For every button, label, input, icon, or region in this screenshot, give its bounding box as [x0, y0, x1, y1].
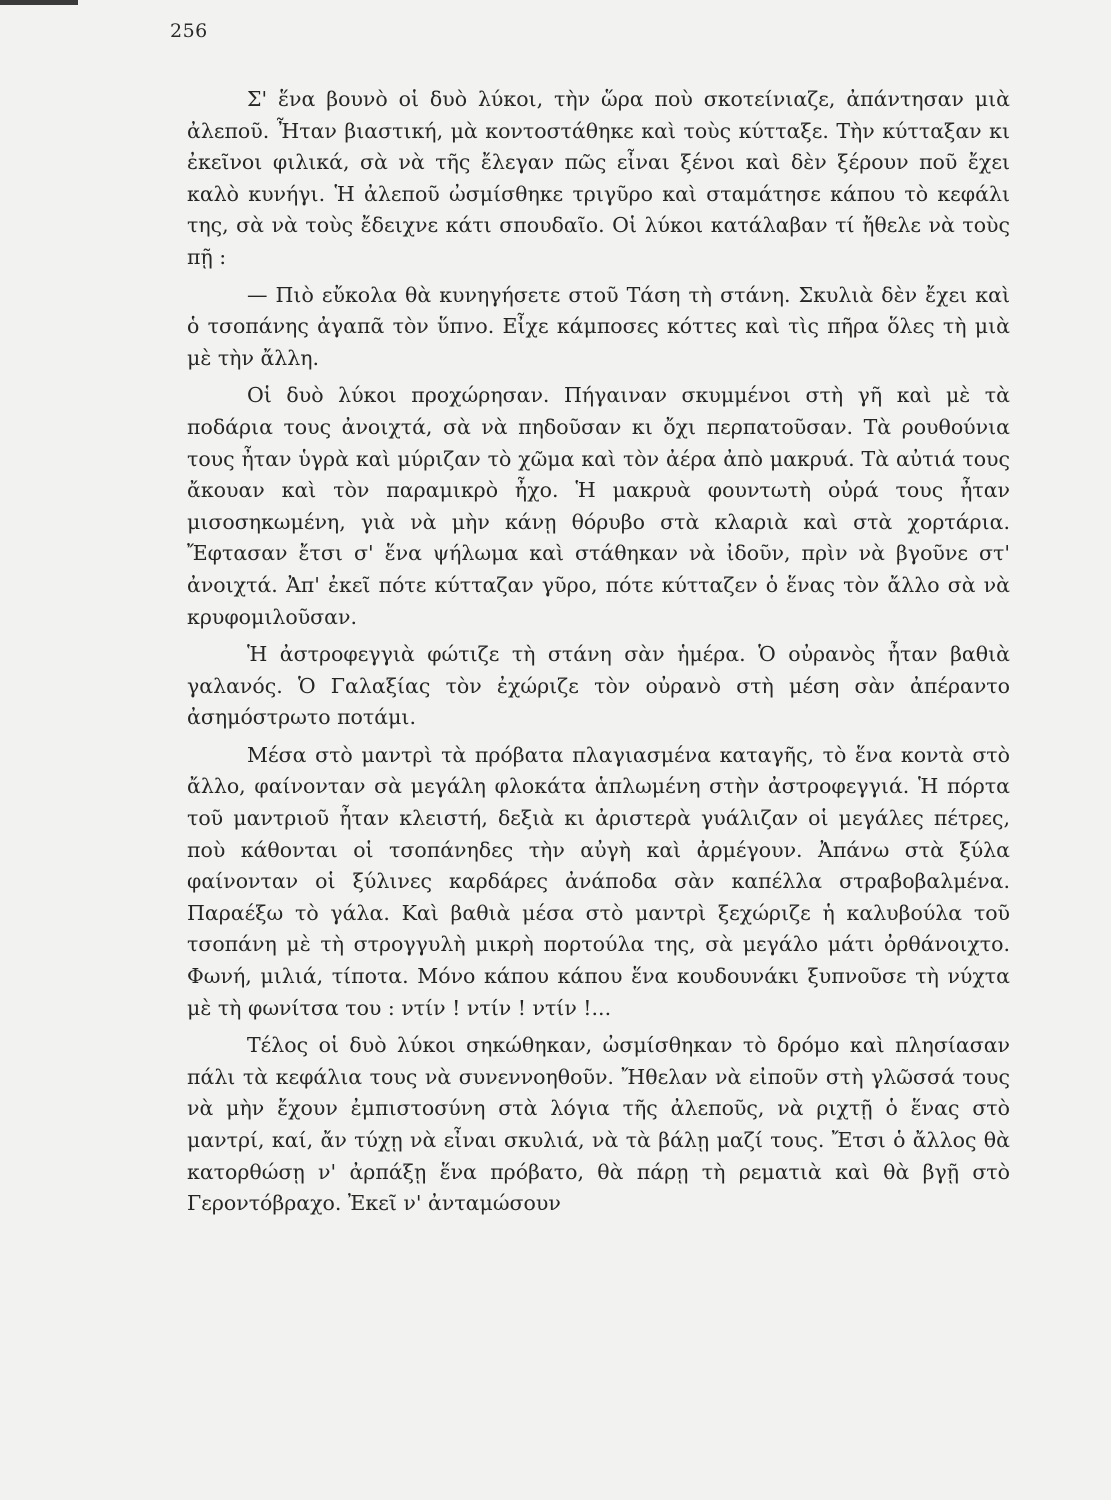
paragraph-sheepfold: Μέσα στὸ μαντρὶ τὰ πρόβατα πλαγιασμένα καταγῆς, τὸ ἕνα κοντὰ στὸ ἄλλο, φαίνονταν σὰ μεγάλη φλοκάτα ἁπλωμένη στὴν ἀστροφεγγιά. Ἡ πόρτα τοῦ μαντριοῦ ἦταν κλειστή, δεξιὰ κι ἀριστερὰ γυάλιζαν οἱ μεγάλες πέτρες, ποὺ κάθονται οἱ τσοπάνηδες τὴν αὐγὴ καὶ ἀρμέγουν. Ἀπάνω στὰ ξύλα φαίνονταν οἱ ξύλινες καρδάρες ἀνάποδα σὰν καπέλλα στραβοβαλμένα. Παραέξω τὸ γάλα. Καὶ βαθιὰ μέσα στὸ μαντρὶ ξεχώριζε ἡ καλυβούλα τοῦ τσοπάνη μὲ τὴ στρογγυλὴ μικρὴ πορτούλα της, σὰ μεγάλο μάτι ὀρθάνοιχτο. Φωνή, μιλιά, τίποτα. Μόνο κάπου κάπου ἕνα κουδουνάκι ξυπνοῦσε τὴ νύχτα μὲ τὴ φωνίτσα του : ντίν ! ντίν ! ντίν !...: [187, 742, 1010, 1020]
paragraph-starlight: Ἡ ἀστροφεγγιὰ φώτιζε τὴ στάνη σὰν ἡμέρα. Ὁ οὐρανὸς ἦταν βαθιὰ γαλανός. Ὁ Γαλαξίας τὸν ἐχώριζε τὸν οὐρανὸ στὴ μέση σὰν ἀπέραντο ἀσημόστρωτο ποτάμι.: [187, 642, 1010, 730]
paragraph-fox-meeting: Σ' ἕνα βουνὸ οἱ δυὸ λύκοι, τὴν ὥρα ποὺ σκοτείνιαζε, ἀπάντησαν μιὰ ἀλεποῦ. Ἦταν βιαστική, μὰ κοντοστάθηκε καὶ τοὺς κύτταξε. Τὴν κύτταξαν κι ἐκεῖνοι φιλικά, σὰ νὰ τῆς ἔλεγαν πῶς εἶναι ξένοι καὶ δὲν ξέρουν ποῦ ἔχει καλὸ κυνήγι. Ἡ ἀλεποῦ ὠσμίσθηκε τριγῦρο καὶ σταμάτησε κάπου τὸ κεφάλι της, σὰ νὰ τοὺς ἔδειχνε κάτι σπουδαῖο. Οἱ λύκοι κατάλαβαν τί ἤθελε νὰ τοὺς πῇ :: [187, 87, 1010, 269]
paragraph-wolves-plan: Τέλος οἱ δυὸ λύκοι σηκώθηκαν, ὠσμίσθηκαν τὸ δρόμο καὶ πλησίασαν πάλι τὰ κεφάλια τους νὰ συνεννοηθοῦν. Ἤθελαν νὰ εἰποῦν στὴ γλῶσσά τους νὰ μὴν ἔχουν ἐμπιστοσύνη στὰ λόγια τῆς ἀλεποῦς, νὰ ριχτῇ ὁ ἕνας στὸ μαντρί, καί, ἄν τύχῃ νὰ εἶναι σκυλιά, νὰ τὰ βάλῃ μαζί τους. Ἔτσι ὁ ἄλλος θὰ κατορθώσῃ ν' ἀρπάξῃ ἕνα πρόβατο, θὰ πάρῃ τὴ ρεματιὰ καὶ θὰ βγῇ στὸ Γεροντόβραχο. Ἐκεῖ ν' ἀνταμώσουν: [187, 1033, 1010, 1216]
body-text: [187, 84, 1010, 1220]
scan-edge-mark: [0, 0, 78, 5]
paragraph-fox-speech: — Πιὸ εὔκολα θὰ κυνηγήσετε στοῦ Τάση τὴ στάνη. Σκυλιὰ δὲν ἔχει καὶ ὁ τσοπάνης ἀγαπᾶ τὸν ὕπνο. Εἶχε κάμποσες κόττες καὶ τὶς πῆρα ὅλες τὴ μιὰ μὲ τὴν ἄλλη.: [187, 282, 1010, 370]
paragraph-wolves-advance: Οἱ δυὸ λύκοι προχώρησαν. Πήγαιναν σκυμμένοι στὴ γῆ καὶ μὲ τὰ ποδάρια τους ἀνοιχτά, σὰ νὰ πηδοῦσαν κι ὄχι περπατοῦσαν. Τὰ ρουθούνια τους ἦταν ὑγρὰ καὶ μύριζαν τὸ χῶμα καὶ τὸν ἀέρα ἀπὸ μακρυά. Τὰ αὐτιά τους ἄκουαν καὶ τὸν παραμικρὸ ἦχο. Ἡ μακρυὰ φουντωτὴ οὐρά τους ἦταν μισοσηκωμένη, γιὰ νὰ μὴν κάνῃ θόρυβο στὰ κλαριὰ καὶ στὰ χορτάρια. Ἔφτασαν ἔτσι σ' ἕνα ψήλωμα καὶ στάθηκαν νὰ ἰδοῦν, πρὶν νὰ βγοῦνε στ' ἀνοιχτά. Ἀπ' ἐκεῖ πότε κύτταζαν γῦρο, πότε κύτταζεν ὁ ἕνας τὸν ἄλλο σὰ νὰ κρυφομιλοῦσαν.: [187, 383, 1010, 629]
page-number: 256: [170, 20, 208, 42]
